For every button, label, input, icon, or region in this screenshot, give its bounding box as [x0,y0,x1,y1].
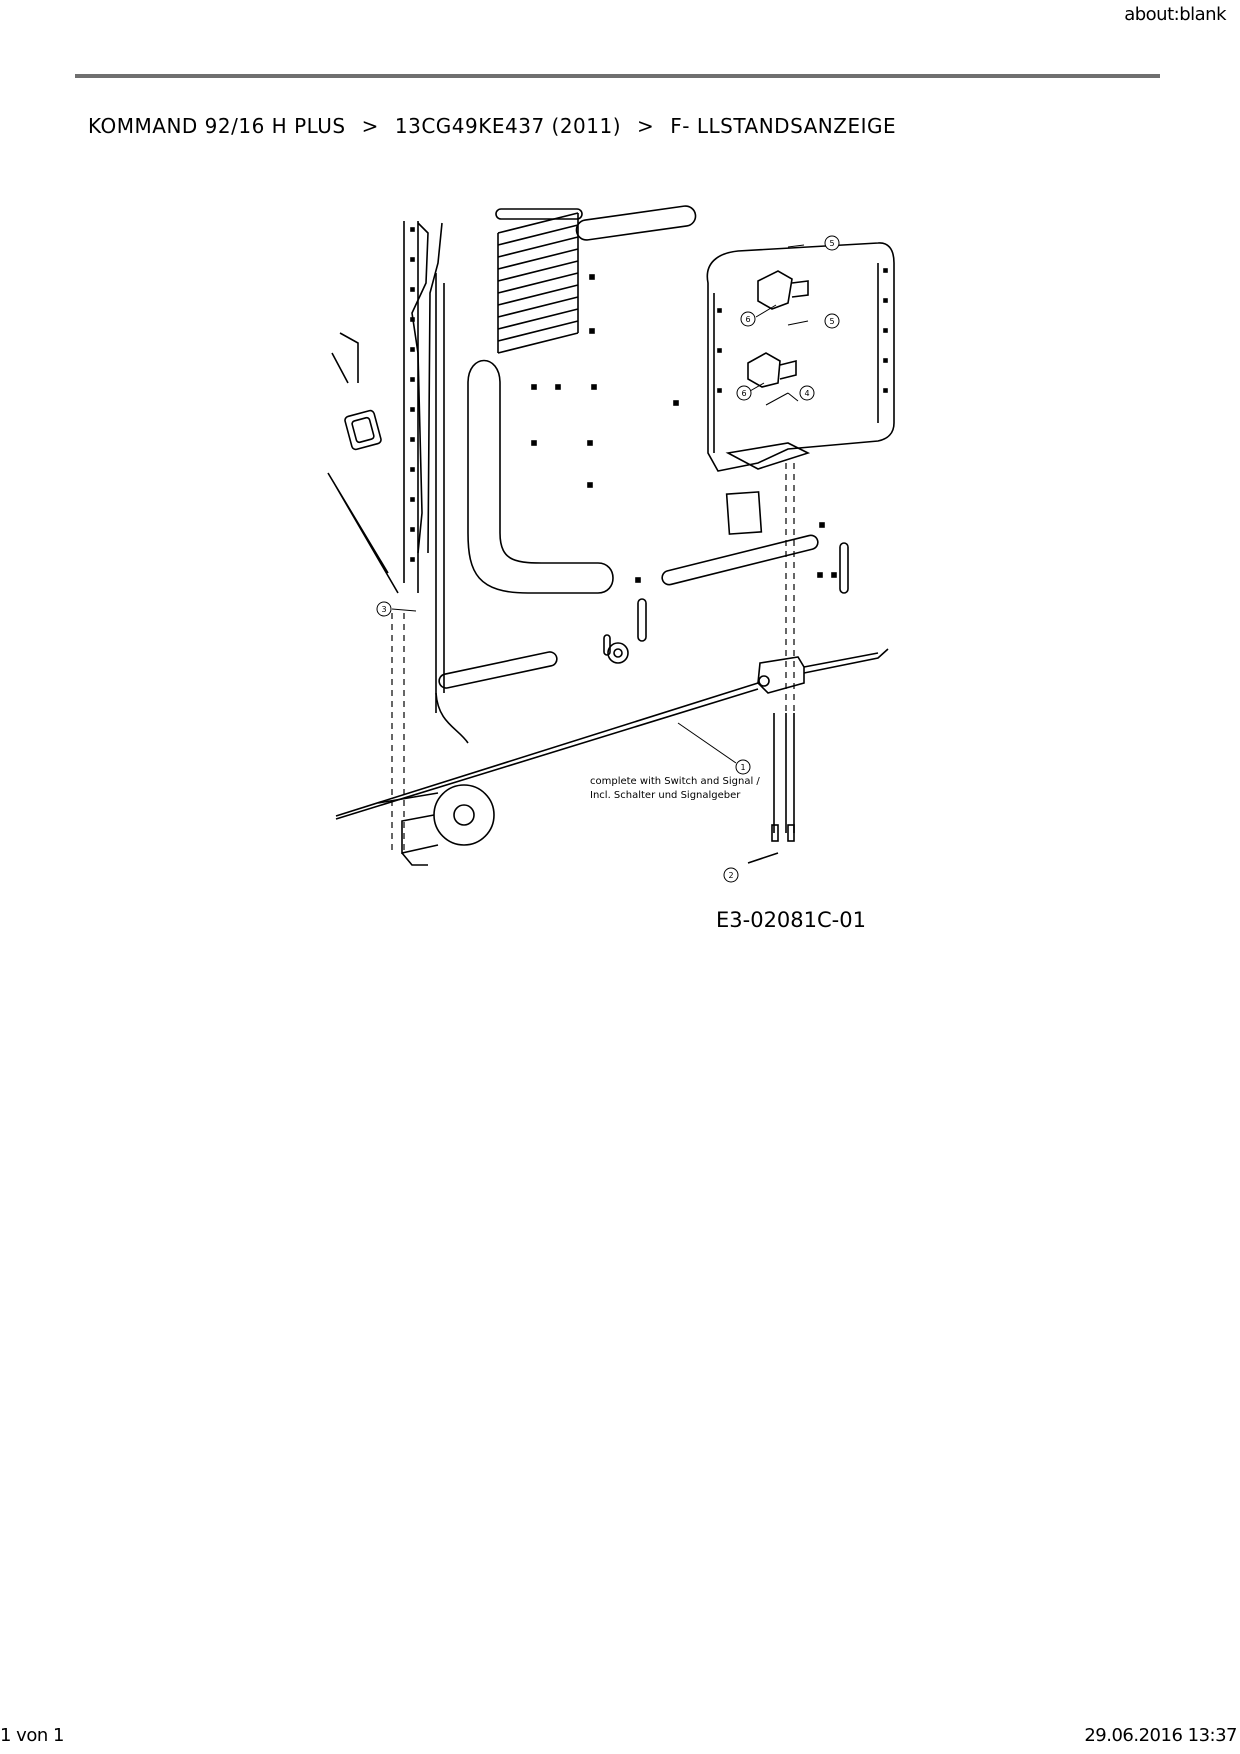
callout-4: 4 [804,389,810,398]
breadcrumb-separator: > [361,114,379,138]
exploded-view-drawing [318,153,910,987]
drawing-code: E3-02081C-01 [716,908,866,932]
page-counter: 1 von 1 [0,1725,64,1746]
parts-diagram [318,153,910,987]
breadcrumb-separator: > [637,114,655,138]
callout-6: 6 [741,389,747,398]
callout-5: 5 [829,317,835,326]
assembly-note-de: Incl. Schalter und Signalgeber [590,790,741,801]
header-divider [75,74,1160,78]
callout-1: 1 [740,763,746,772]
callout-6: 6 [745,315,751,324]
breadcrumb-model[interactable]: KOMMAND 92/16 H PLUS [88,114,346,138]
callout-2: 2 [728,871,734,880]
browser-url: about:blank [1124,4,1226,25]
print-timestamp: 29.06.2016 13:37 [1084,1725,1237,1746]
breadcrumb-part-number[interactable]: 13CG49KE437 (2011) [394,114,622,138]
breadcrumb-section: F- LLSTANDSANZEIGE [670,114,897,138]
callout-5: 5 [829,239,835,248]
callout-3: 3 [381,605,387,614]
breadcrumb [88,114,896,138]
assembly-note-en: complete with Switch and Signal / [590,776,760,787]
